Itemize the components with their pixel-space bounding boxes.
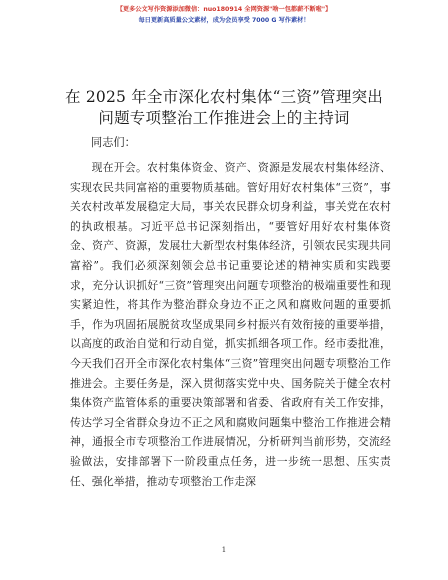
title-line-2: 问题专项整治工作推进会上的主持词 <box>98 109 350 127</box>
body-paragraph: 现在开会。农村集体资金、资产、资源是发展农村集体经济、实现农民共同富裕的重要物质基础。管好用好农村集体“三资”，事关农村改革发展稳定大局，事关农民群众切身利益，事关党在农村的执政根基。习近平总书记深刻指出，“要管好用好农村集体资金、资产、资源，发展壮大新型农村集体经济，引领农民实现共同富裕”。我们必须深刻领会总书记重要论述的精神实质和实践要求，充分认识抓好“三资”管理突出问题专项整治的极端重要性和现实紧迫性，将其作为整治群众身边不正之风和腐败问题的重要抓手，作为巩固拓展脱贫攻坚成果同乡村振兴有效衔接的重要举措，以高度的政治自觉和行动自觉，抓实抓细各项工作。经市委批准，今天我们召开全市深化农村集体“三资”管理突出问题专项整治工作推进会。主要任务是，深入贯彻落实党中央、国务院关于健全农村集体资产监管体系的重要决策部署和省委、省政府有关工作安排，传达学习全省群众身边不正之风和腐败问题集中整治工作推进会精神，通报全市专项整治工作进展情况，分析研判当前形势，交流经验做法，安排部署下一阶段重点任务，进一步统一思想、压实责任、强化举措，推动专项整治工作走深 <box>70 161 391 488</box>
promo-member-line: 每日更新高质量公文素材，成为会员享受 7000 G 写作素材！ <box>138 17 310 24</box>
page-number: 1 <box>221 546 227 554</box>
title-line-1: 在 2025 年全市深化农村集体“三资”管理突出 <box>65 88 383 106</box>
salutation: 同志们： <box>91 136 136 149</box>
promo-wechat-line: 【更多公文写作资源添加微信：nuo180914 全网资源"啥一包都薪不断啦"】 <box>116 6 332 13</box>
